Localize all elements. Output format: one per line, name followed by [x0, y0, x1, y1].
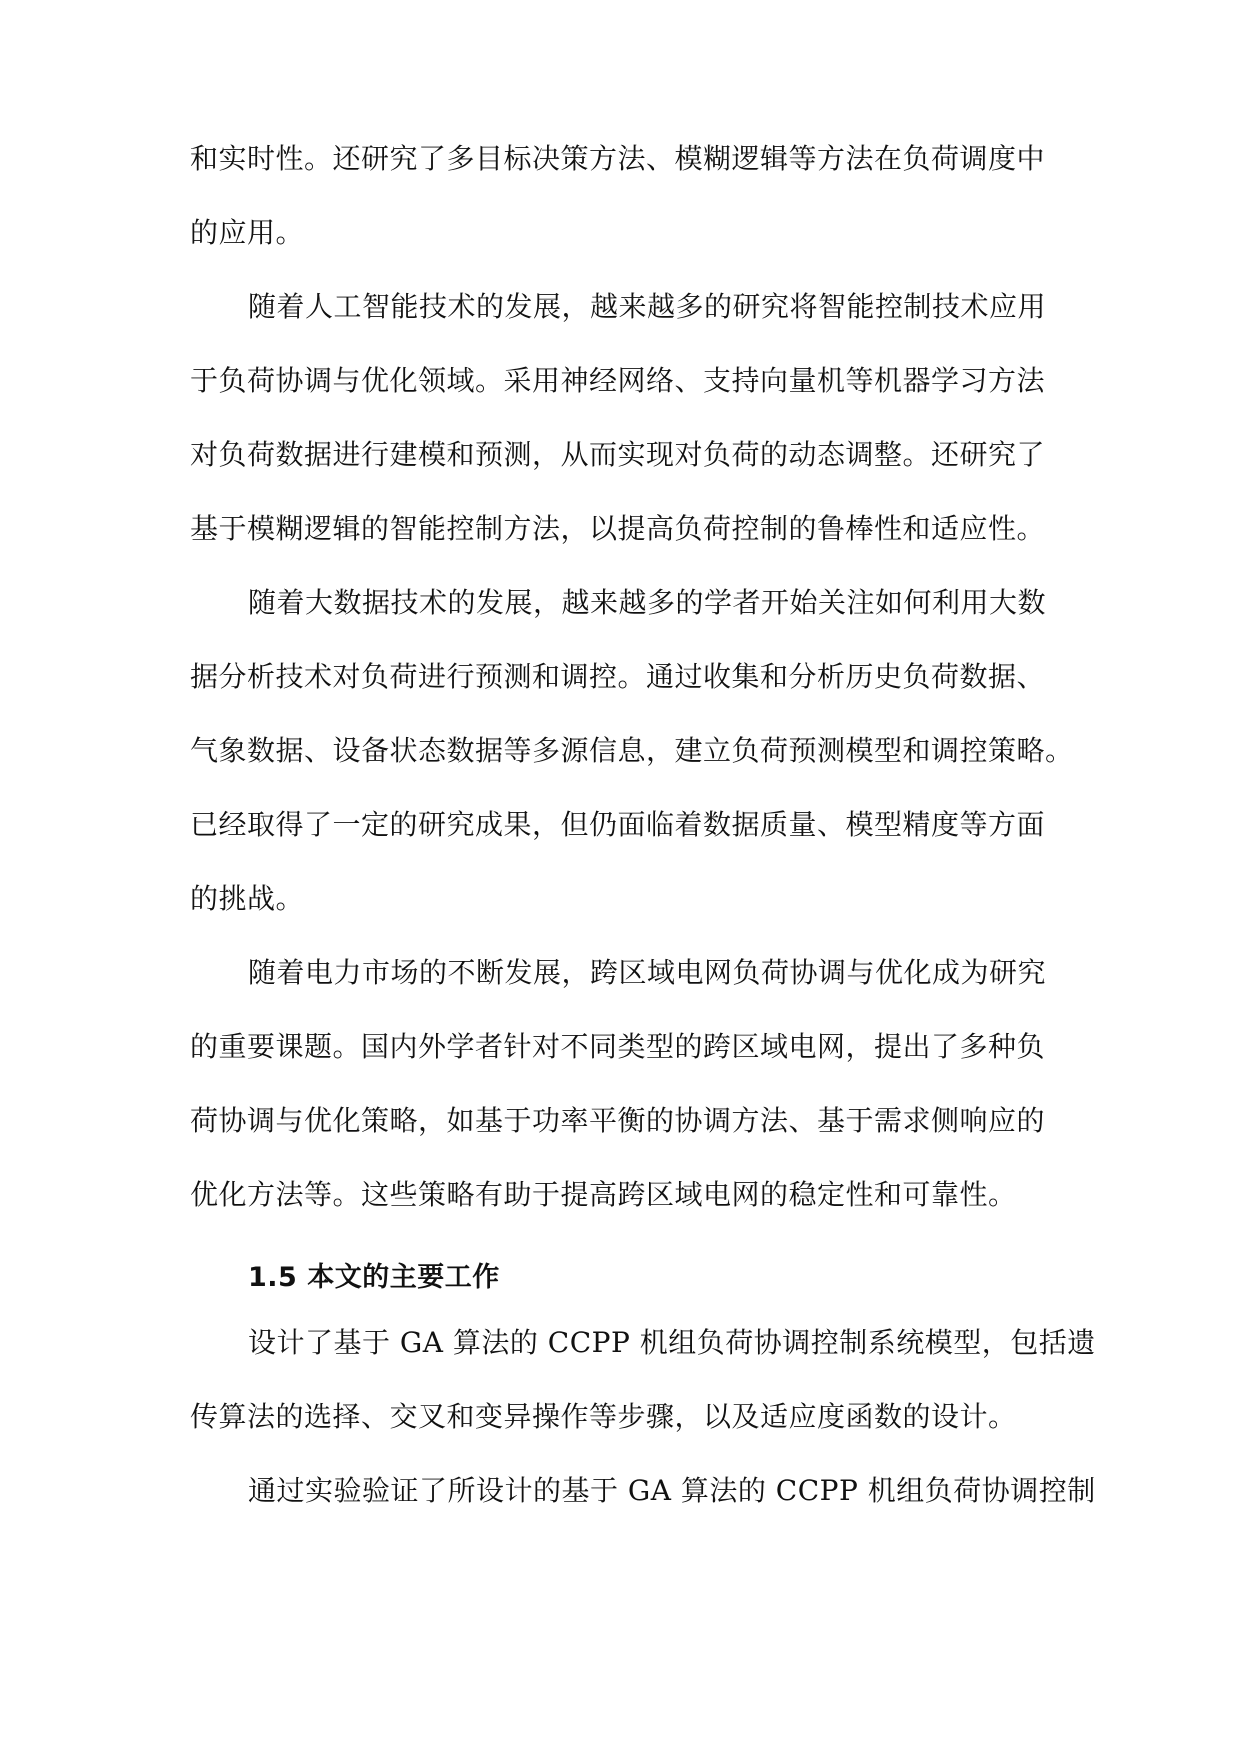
paragraph-first-line: 随着电力市场的不断发展，跨区域电网负荷协调与优化成为研究 — [248, 956, 1047, 989]
text-line: 荷协调与优化策略，如基于功率平衡的协调方法、基于需求侧响应的 — [190, 1104, 1046, 1137]
text-line: 的挑战。 — [190, 882, 305, 915]
paragraph-first-line: 设计了基于 GA 算法的 CCPP 机组负荷协调控制系统模型，包括遗 — [248, 1326, 1096, 1359]
paragraph-first-line: 随着人工智能技术的发展，越来越多的研究将智能控制技术应用 — [248, 290, 1047, 323]
text-line: 的应用。 — [190, 216, 305, 249]
text-line: 优化方法等。这些策略有助于提高跨区域电网的稳定性和可靠性。 — [190, 1178, 1017, 1211]
document-body — [190, 140, 1096, 1546]
paragraph-first-line: 随着大数据技术的发展，越来越多的学者开始关注如何利用大数 — [248, 586, 1047, 619]
text-line: 和实时性。还研究了多目标决策方法、模糊逻辑等方法在负荷调度中 — [190, 142, 1046, 175]
paragraph-first-line: 通过实验验证了所设计的基于 GA 算法的 CCPP 机组负荷协调控制 — [248, 1474, 1096, 1507]
text-line: 已经取得了一定的研究成果，但仍面临着数据质量、模型精度等方面 — [190, 808, 1046, 841]
section-heading: 1.5 本文的主要工作 — [248, 1262, 500, 1293]
text-line: 基于模糊逻辑的智能控制方法，以提高负荷控制的鲁棒性和适应性。 — [190, 512, 1046, 545]
text-line: 的重要课题。国内外学者针对不同类型的跨区域电网，提出了多种负 — [190, 1030, 1046, 1063]
text-line: 于负荷协调与优化领域。采用神经网络、支持向量机等机器学习方法 — [190, 364, 1046, 397]
text-line: 据分析技术对负荷进行预测和调控。通过收集和分析历史负荷数据、 — [190, 660, 1046, 693]
text-line: 气象数据、设备状态数据等多源信息，建立负荷预测模型和调控策略。 — [190, 734, 1074, 767]
text-line: 对负荷数据进行建模和预测，从而实现对负荷的动态调整。还研究了 — [190, 438, 1046, 471]
text-line: 传算法的选择、交叉和变异操作等步骤，以及适应度函数的设计。 — [190, 1400, 1017, 1433]
